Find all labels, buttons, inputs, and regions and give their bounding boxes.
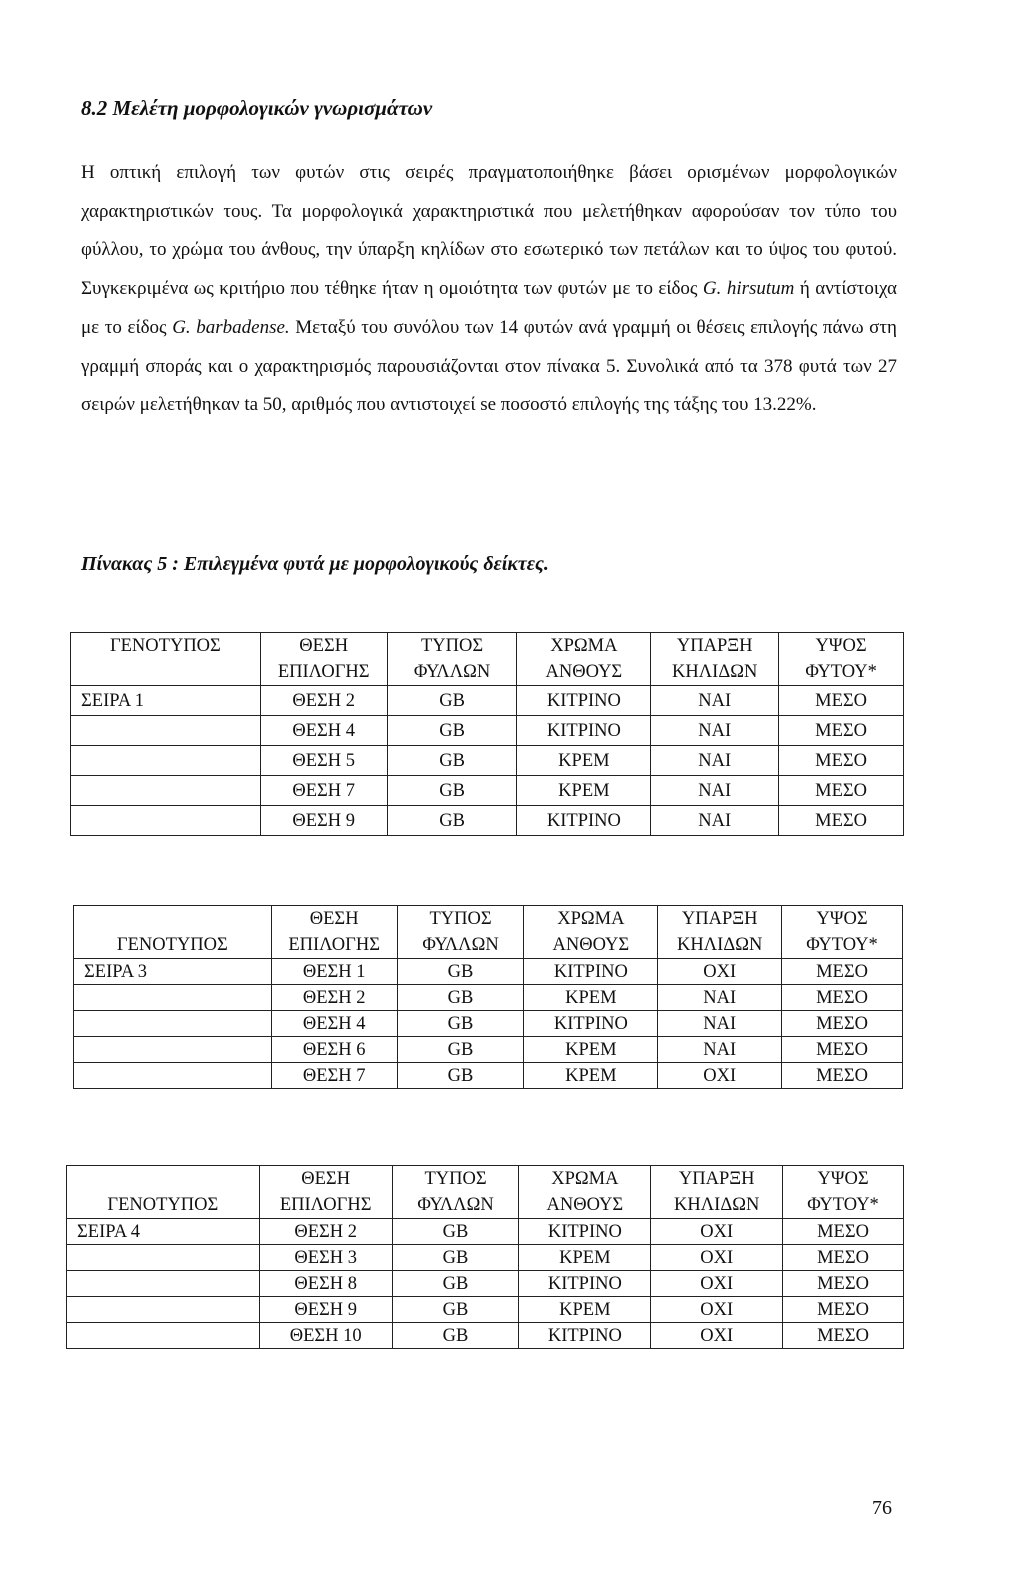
header-genotype: ΓΕΝΟΤΥΠΟΣ (71, 633, 261, 686)
cell-position: ΘΕΣΗ 7 (260, 776, 387, 806)
cell-plant-height: ΜΕΣΟ (779, 716, 904, 746)
table-row (71, 776, 904, 806)
table-caption: Πίνακας 5 : Επιλεγμένα φυτά με μορφολογικούς δείκτες. (81, 553, 549, 575)
cell-plant-height: ΜΕΣΟ (779, 806, 904, 836)
table-body (74, 959, 903, 1089)
cell-flower-color: ΚΡΕΜ (524, 985, 658, 1011)
table-row (74, 1063, 903, 1089)
cell-spots: ΝΑΙ (658, 1037, 782, 1063)
cell-spots: ΟΧΙ (651, 1323, 783, 1349)
cell-plant-height: ΜΕΣΟ (779, 686, 904, 716)
cell-leaf-type: GB (392, 1219, 519, 1245)
species-hirsutum: G. hirsutum (702, 278, 795, 300)
cell-plant-height: ΜΕΣΟ (783, 1271, 904, 1297)
cell-plant-height: ΜΕΣΟ (779, 746, 904, 776)
cell-position: ΘΕΣΗ 4 (260, 716, 387, 746)
table-body (71, 686, 904, 836)
cell-leaf-type: GB (387, 686, 517, 716)
cell-spots: ΝΑΙ (651, 686, 779, 716)
cell-leaf-type: GB (397, 1011, 524, 1037)
genotype-table-seira-1 (70, 632, 904, 836)
table-header-row (74, 906, 903, 959)
cell-spots: ΟΧΙ (658, 959, 782, 985)
cell-genotype (67, 1297, 260, 1323)
cell-flower-color: ΚΡΕΜ (524, 1037, 658, 1063)
cell-spots: ΟΧΙ (651, 1219, 783, 1245)
section-title: 8.2 Μελέτη μορφολογικών γνωρισμάτων (81, 96, 433, 120)
cell-position: ΘΕΣΗ 4 (271, 1011, 397, 1037)
cell-flower-color: ΚΙΤΡΙΝΟ (517, 806, 651, 836)
table-header-row (71, 633, 904, 686)
table-row (71, 686, 904, 716)
header-leaf-type: ΤΥΠΟΣ ΦΥΛΛΩΝ (392, 1166, 519, 1219)
cell-flower-color: ΚΙΤΡΙΝΟ (524, 959, 658, 985)
cell-leaf-type: GB (392, 1271, 519, 1297)
header-leaf-type: ΤΥΠΟΣ ΦΥΛΛΩΝ (397, 906, 524, 959)
cell-flower-color: ΚΡΕΜ (517, 776, 651, 806)
cell-position: ΘΕΣΗ 2 (259, 1219, 392, 1245)
paragraph-text-2: ή αντίστοιχα με το είδος (81, 278, 897, 338)
cell-flower-color: ΚΡΕΜ (519, 1245, 651, 1271)
cell-genotype (74, 985, 272, 1011)
cell-position: ΘΕΣΗ 1 (271, 959, 397, 985)
cell-position: ΘΕΣΗ 7 (271, 1063, 397, 1089)
cell-flower-color: ΚΙΤΡΙΝΟ (519, 1271, 651, 1297)
cell-position: ΘΕΣΗ 2 (271, 985, 397, 1011)
body-paragraph (81, 154, 897, 425)
cell-spots: ΟΧΙ (651, 1297, 783, 1323)
cell-genotype: ΣΕΙΡΑ 4 (67, 1219, 260, 1245)
cell-spots: ΝΑΙ (658, 985, 782, 1011)
table-row (71, 716, 904, 746)
cell-plant-height: ΜΕΣΟ (782, 1037, 903, 1063)
cell-genotype (71, 746, 261, 776)
header-flower-color: ΧΡΩΜΑ ΑΝΘΟΥΣ (524, 906, 658, 959)
cell-leaf-type: GB (397, 959, 524, 985)
cell-leaf-type: GB (387, 806, 517, 836)
cell-position: ΘΕΣΗ 6 (271, 1037, 397, 1063)
cell-position: ΘΕΣΗ 8 (259, 1271, 392, 1297)
cell-leaf-type: GB (397, 1037, 524, 1063)
cell-spots: ΟΧΙ (651, 1245, 783, 1271)
cell-genotype (71, 776, 261, 806)
cell-spots: ΝΑΙ (658, 1011, 782, 1037)
cell-plant-height: ΜΕΣΟ (782, 1011, 903, 1037)
paragraph-text-3: Μεταξύ του συνόλου των 14 φυτών ανά γραμμή οι θέσεις επιλογής πάνω στη γραμμή σποράς και ο χαρακτηρισμός παρουσιάζονται στον πίνακα 5. Συνολικά από τα 378 φυτά των 27 σειρών μελετήθηκαν ta 50, αριθμός που αντιστοιχεί se ποσοστό επιλογής της τάξης του 13.22%. (81, 316, 897, 416)
header-plant-height: ΥΨΟΣ ΦΥΤΟΥ* (779, 633, 904, 686)
header-flower-color: ΧΡΩΜΑ ΑΝΘΟΥΣ (517, 633, 651, 686)
header-position: ΘΕΣΗ ΕΠΙΛΟΓΗΣ (260, 633, 387, 686)
cell-plant-height: ΜΕΣΟ (783, 1297, 904, 1323)
table-header-row (67, 1166, 904, 1219)
table-row (67, 1219, 904, 1245)
cell-spots: ΝΑΙ (651, 716, 779, 746)
cell-flower-color: ΚΡΕΜ (519, 1297, 651, 1323)
cell-genotype (74, 1063, 272, 1089)
cell-flower-color: ΚΙΤΡΙΝΟ (519, 1323, 651, 1349)
table-row (71, 746, 904, 776)
cell-flower-color: ΚΡΕΜ (524, 1063, 658, 1089)
cell-plant-height: ΜΕΣΟ (783, 1219, 904, 1245)
table-row (67, 1323, 904, 1349)
table-row (74, 1011, 903, 1037)
cell-leaf-type: GB (387, 746, 517, 776)
cell-spots: ΟΧΙ (658, 1063, 782, 1089)
paragraph-text-1: Η οπτική επιλογή των φυτών στις σειρές πραγματοποιήθηκε βάσει ορισμένων μορφολογικών χαρακτηριστικών τους. Τα μορφολογικά χαρακτηριστικά που μελετήθηκαν αφορούσαν τον τύπο του φύλλου, το χρώμα του άνθους, την ύπαρξη κηλίδων στο εσωτερικό των πετάλων και το ύψος του φυτού. Συγκεκριμένα ως κριτήριο που τέθηκε ήταν η ομοιότητα των φυτών με το είδος (81, 162, 897, 300)
cell-flower-color: ΚΙΤΡΙΝΟ (519, 1219, 651, 1245)
header-spots: ΥΠΑΡΞΗ ΚΗΛΙΔΩΝ (651, 1166, 783, 1219)
cell-genotype (74, 1037, 272, 1063)
header-flower-color: ΧΡΩΜΑ ΑΝΘΟΥΣ (519, 1166, 651, 1219)
cell-leaf-type: GB (397, 1063, 524, 1089)
cell-flower-color: ΚΙΤΡΙΝΟ (517, 716, 651, 746)
header-spots: ΥΠΑΡΞΗ ΚΗΛΙΔΩΝ (651, 633, 779, 686)
cell-position: ΘΕΣΗ 2 (260, 686, 387, 716)
cell-position: ΘΕΣΗ 9 (259, 1297, 392, 1323)
header-plant-height: ΥΨΟΣ ΦΥΤΟΥ* (783, 1166, 904, 1219)
table-row (67, 1297, 904, 1323)
cell-genotype: ΣΕΙΡΑ 3 (74, 959, 272, 985)
cell-plant-height: ΜΕΣΟ (783, 1323, 904, 1349)
cell-plant-height: ΜΕΣΟ (779, 776, 904, 806)
cell-genotype: ΣΕΙΡΑ 1 (71, 686, 261, 716)
cell-leaf-type: GB (392, 1323, 519, 1349)
cell-position: ΘΕΣΗ 10 (259, 1323, 392, 1349)
table-row (67, 1271, 904, 1297)
cell-leaf-type: GB (392, 1245, 519, 1271)
cell-plant-height: ΜΕΣΟ (782, 985, 903, 1011)
page-number: 76 (872, 1497, 892, 1519)
cell-plant-height: ΜΕΣΟ (782, 1063, 903, 1089)
cell-genotype (74, 1011, 272, 1037)
table-row (67, 1245, 904, 1271)
cell-genotype (71, 806, 261, 836)
genotype-table-seira-3 (73, 905, 903, 1089)
table-row (74, 985, 903, 1011)
genotype-table-seira-4 (66, 1165, 904, 1349)
cell-flower-color: ΚΙΤΡΙΝΟ (517, 686, 651, 716)
cell-spots: ΝΑΙ (651, 806, 779, 836)
table-row (71, 806, 904, 836)
cell-plant-height: ΜΕΣΟ (782, 959, 903, 985)
cell-genotype (67, 1323, 260, 1349)
cell-position: ΘΕΣΗ 3 (259, 1245, 392, 1271)
cell-genotype (67, 1271, 260, 1297)
header-position: ΘΕΣΗ ΕΠΙΛΟΓΗΣ (259, 1166, 392, 1219)
species-barbadense: G. barbadense. (172, 316, 290, 338)
cell-flower-color: ΚΡΕΜ (517, 746, 651, 776)
cell-flower-color: ΚΙΤΡΙΝΟ (524, 1011, 658, 1037)
cell-leaf-type: GB (397, 985, 524, 1011)
cell-spots: ΝΑΙ (651, 776, 779, 806)
cell-genotype (71, 716, 261, 746)
header-genotype: ΓΕΝΟΤΥΠΟΣ (74, 906, 272, 959)
cell-leaf-type: GB (392, 1297, 519, 1323)
header-position: ΘΕΣΗ ΕΠΙΛΟΓΗΣ (271, 906, 397, 959)
header-spots: ΥΠΑΡΞΗ ΚΗΛΙΔΩΝ (658, 906, 782, 959)
table-row (74, 959, 903, 985)
cell-spots: ΝΑΙ (651, 746, 779, 776)
cell-position: ΘΕΣΗ 9 (260, 806, 387, 836)
header-genotype: ΓΕΝΟΤΥΠΟΣ (67, 1166, 260, 1219)
cell-genotype (67, 1245, 260, 1271)
cell-plant-height: ΜΕΣΟ (783, 1245, 904, 1271)
table-body (67, 1219, 904, 1349)
cell-leaf-type: GB (387, 776, 517, 806)
cell-spots: ΟΧΙ (651, 1271, 783, 1297)
cell-position: ΘΕΣΗ 5 (260, 746, 387, 776)
table-row (74, 1037, 903, 1063)
header-plant-height: ΥΨΟΣ ΦΥΤΟΥ* (782, 906, 903, 959)
header-leaf-type: ΤΥΠΟΣ ΦΥΛΛΩΝ (387, 633, 517, 686)
cell-leaf-type: GB (387, 716, 517, 746)
